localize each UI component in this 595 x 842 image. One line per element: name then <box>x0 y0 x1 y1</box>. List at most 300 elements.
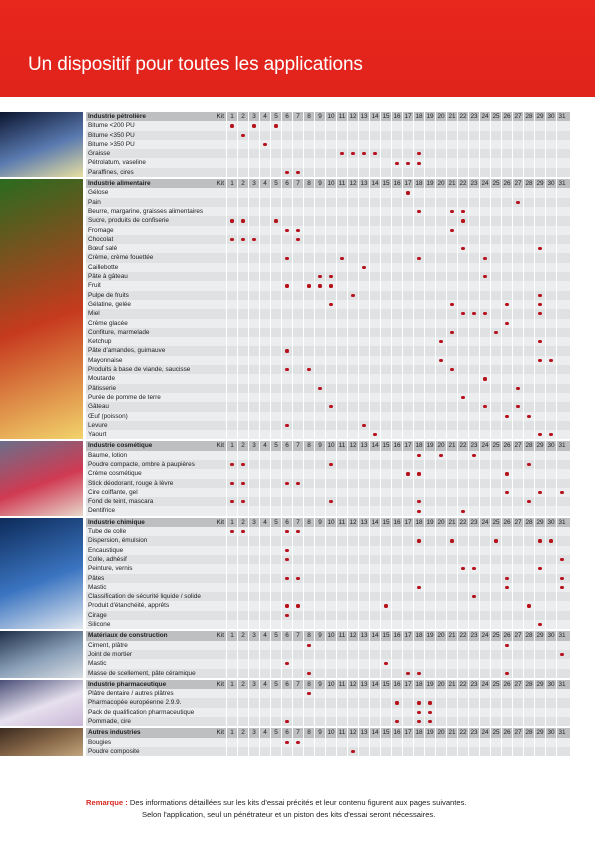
kit-cell <box>490 659 501 668</box>
kit-cell <box>270 488 281 497</box>
kit-cell <box>402 374 413 383</box>
kit-cell <box>424 393 435 402</box>
kit-cell <box>556 244 567 253</box>
kit-cell <box>270 659 281 668</box>
kit-cell <box>512 698 523 707</box>
kit-cell <box>369 188 380 197</box>
kit-spacer <box>216 421 226 430</box>
kit-cell <box>435 592 446 601</box>
kit-cell <box>314 131 325 140</box>
kit-cell <box>501 506 512 515</box>
kit-cell <box>336 226 347 235</box>
kit-number: 18 <box>413 631 424 640</box>
kit-number: 27 <box>512 441 523 450</box>
applicable-dot <box>351 152 354 155</box>
kit-cell <box>391 583 402 592</box>
kit-cell <box>457 346 468 355</box>
kit-number: 19 <box>424 680 435 689</box>
kit-cell <box>325 374 336 383</box>
kit-cell <box>237 384 248 393</box>
kit-cell <box>237 430 248 439</box>
kit-cell <box>281 384 292 393</box>
kit-number: 11 <box>336 441 347 450</box>
kit-cell <box>259 402 270 411</box>
applicable-dot <box>549 539 552 542</box>
kit-cell <box>468 393 479 402</box>
kit-cell <box>259 698 270 707</box>
kit-cell <box>501 601 512 610</box>
kit-cell <box>336 592 347 601</box>
kit-number: 20 <box>435 112 446 121</box>
kit-cell <box>523 346 534 355</box>
kit-cell <box>281 281 292 290</box>
kit-cell <box>281 583 292 592</box>
kit-cell <box>512 235 523 244</box>
kit-cell <box>501 402 512 411</box>
kit-cell <box>501 536 512 545</box>
kit-cell <box>325 469 336 478</box>
kit-number: 3 <box>248 441 259 450</box>
kit-cell <box>226 140 237 149</box>
kit-cell <box>303 207 314 216</box>
kit-cell <box>292 131 303 140</box>
kit-cell <box>468 469 479 478</box>
kit-cell <box>226 402 237 411</box>
kit-cell <box>424 469 435 478</box>
kit-cell <box>457 592 468 601</box>
kit-cell <box>270 698 281 707</box>
kit-cell <box>281 309 292 318</box>
applicable-dot <box>307 368 310 371</box>
kit-number: 29 <box>534 179 545 188</box>
kit-cell <box>270 555 281 564</box>
kit-cell <box>325 650 336 659</box>
applicable-dot <box>296 577 299 580</box>
kit-cell <box>380 717 391 726</box>
kit-cell <box>534 555 545 564</box>
kit-cell <box>545 659 556 668</box>
kit-cell <box>347 140 358 149</box>
kit-cell <box>545 708 556 717</box>
kit-cell <box>479 281 490 290</box>
kit-number: 14 <box>369 728 380 737</box>
kit-cell <box>523 198 534 207</box>
kit-cell <box>292 393 303 402</box>
kit-cell <box>237 158 248 167</box>
kit-cell <box>457 564 468 573</box>
kit-cell <box>259 555 270 564</box>
kit-cell <box>347 564 358 573</box>
kit-cell <box>270 641 281 650</box>
kit-cell <box>424 460 435 469</box>
kit-cell <box>281 669 292 678</box>
applicable-dot <box>340 257 343 260</box>
kit-number: 17 <box>402 518 413 527</box>
kit-cell <box>248 527 259 536</box>
kit-cell <box>424 536 435 545</box>
kit-cell <box>347 421 358 430</box>
kit-cell <box>325 574 336 583</box>
applicable-dot <box>505 586 508 589</box>
kit-number: 9 <box>314 179 325 188</box>
kit-cell <box>534 365 545 374</box>
kit-cell <box>380 272 391 281</box>
kit-cell <box>226 641 237 650</box>
kit-cell <box>281 226 292 235</box>
kit-cell <box>325 421 336 430</box>
kit-cell <box>468 564 479 573</box>
row-label: Bitume <350 PU <box>88 131 135 139</box>
kit-cell <box>336 281 347 290</box>
kit-cell <box>380 536 391 545</box>
kit-number: 26 <box>501 728 512 737</box>
kit-cell <box>358 272 369 281</box>
applicable-dot <box>329 303 332 306</box>
kit-cell <box>534 601 545 610</box>
kit-cell <box>402 650 413 659</box>
kit-cell <box>347 555 358 564</box>
kit-cell <box>490 611 501 620</box>
kit-cell <box>325 198 336 207</box>
kit-cell <box>226 300 237 309</box>
kit-number: 14 <box>369 518 380 527</box>
kit-cell <box>369 309 380 318</box>
kit-cell <box>259 460 270 469</box>
kit-cell <box>336 497 347 506</box>
kit-spacer <box>216 412 226 421</box>
kit-cell <box>248 346 259 355</box>
kit-cell <box>358 393 369 402</box>
kit-cell <box>303 402 314 411</box>
kit-cell <box>457 430 468 439</box>
kit-cell <box>292 149 303 158</box>
kit-number: 21 <box>446 441 457 450</box>
kit-number: 21 <box>446 518 457 527</box>
kit-cell <box>413 337 424 346</box>
table-row <box>86 536 570 545</box>
kit-cell <box>545 168 556 177</box>
kit-cell <box>523 393 534 402</box>
kit-cell <box>292 738 303 747</box>
kit-cell <box>413 506 424 515</box>
kit-cell <box>402 506 413 515</box>
kit-cell <box>424 555 435 564</box>
kit-cell <box>446 430 457 439</box>
kit-cell <box>248 216 259 225</box>
applicable-dot <box>252 238 255 241</box>
kit-cell <box>380 689 391 698</box>
kit-cell <box>248 430 259 439</box>
kit-cell <box>545 356 556 365</box>
row-label: Levure <box>88 421 108 429</box>
kit-cell <box>523 611 534 620</box>
kit-cell <box>479 583 490 592</box>
kit-cell <box>325 497 336 506</box>
kit-cell <box>347 309 358 318</box>
row-label: Fond de teint, mascara <box>88 498 154 506</box>
applicable-dot <box>296 604 299 607</box>
kit-cell <box>380 460 391 469</box>
kit-cell <box>358 469 369 478</box>
kit-cell <box>325 384 336 393</box>
kit-cell <box>545 188 556 197</box>
photo-cosmetics <box>0 441 83 515</box>
kit-cell <box>501 393 512 402</box>
kit-cell <box>457 281 468 290</box>
kit-cell <box>402 253 413 262</box>
kit-cell <box>347 659 358 668</box>
kit-cell <box>259 564 270 573</box>
kit-cell <box>314 564 325 573</box>
applicable-dot <box>417 510 420 513</box>
kit-spacer <box>216 158 226 167</box>
section-table <box>86 441 570 515</box>
kit-cell <box>534 337 545 346</box>
applicable-dot <box>505 303 508 306</box>
kit-cell <box>457 188 468 197</box>
kit-cell <box>314 291 325 300</box>
kit-cell <box>468 451 479 460</box>
kit-cell <box>457 168 468 177</box>
kit-cell <box>402 430 413 439</box>
kit-cell <box>303 479 314 488</box>
kit-cell <box>248 460 259 469</box>
kit-cell <box>358 659 369 668</box>
kit-cell <box>369 747 380 756</box>
kit-cell <box>556 650 567 659</box>
kit-cell <box>270 650 281 659</box>
applicable-dot <box>560 586 563 589</box>
table-row <box>86 717 570 726</box>
kit-cell <box>545 207 556 216</box>
kit-number: 8 <box>303 631 314 640</box>
kit-number: 21 <box>446 112 457 121</box>
kit-cell <box>468 689 479 698</box>
kit-cell <box>501 574 512 583</box>
kit-cell <box>479 384 490 393</box>
kit-cell <box>303 650 314 659</box>
kit-cell <box>457 337 468 346</box>
kit-cell <box>523 451 534 460</box>
kit-cell <box>226 235 237 244</box>
page-title: Un dispositif pour toutes les applications <box>28 54 363 75</box>
kit-cell <box>325 460 336 469</box>
kit-cell <box>402 451 413 460</box>
applicable-dot <box>285 424 288 427</box>
kit-cell <box>424 253 435 262</box>
kit-cell <box>380 121 391 130</box>
kit-cell <box>281 592 292 601</box>
kit-cell <box>424 216 435 225</box>
kit-cell <box>314 708 325 717</box>
kit-cell <box>534 659 545 668</box>
kit-cell <box>523 244 534 253</box>
kit-cell <box>358 601 369 610</box>
applicable-dot <box>296 530 299 533</box>
kit-cell <box>336 574 347 583</box>
kit-cell <box>435 421 446 430</box>
kit-cell <box>413 717 424 726</box>
kit-cell <box>545 738 556 747</box>
kit-cell <box>435 460 446 469</box>
kit-cell <box>336 506 347 515</box>
kit-cell <box>281 300 292 309</box>
kit-cell <box>446 574 457 583</box>
kit-cell <box>259 393 270 402</box>
kit-cell <box>424 583 435 592</box>
kit-cell <box>413 253 424 262</box>
row-label: Caillebotte <box>88 263 119 271</box>
kit-cell <box>501 497 512 506</box>
kit-cell <box>402 689 413 698</box>
kit-cell <box>457 689 468 698</box>
kit-number: 26 <box>501 631 512 640</box>
kit-spacer <box>216 479 226 488</box>
kit-cell <box>512 497 523 506</box>
kit-cell <box>556 574 567 583</box>
kit-spacer <box>216 708 226 717</box>
kit-cell <box>413 198 424 207</box>
kit-cell <box>259 412 270 421</box>
kit-cell <box>358 506 369 515</box>
kit-cell <box>281 497 292 506</box>
kit-cell <box>358 592 369 601</box>
table-row <box>86 527 570 536</box>
applicable-dot <box>428 711 431 714</box>
kit-cell <box>457 583 468 592</box>
row-label: Pâte à gâteau <box>88 273 128 281</box>
kit-cell <box>325 659 336 668</box>
kit-number: 4 <box>259 112 270 121</box>
kit-number: 29 <box>534 518 545 527</box>
kit-cell <box>259 365 270 374</box>
kit-cell <box>226 574 237 583</box>
kit-cell <box>468 527 479 536</box>
kit-cell <box>325 216 336 225</box>
kit-cell <box>380 291 391 300</box>
kit-cell <box>523 527 534 536</box>
kit-cell <box>391 698 402 707</box>
kit-cell <box>248 506 259 515</box>
kit-cell <box>303 337 314 346</box>
kit-cell <box>402 281 413 290</box>
kit-cell <box>369 328 380 337</box>
kit-cell <box>512 611 523 620</box>
kit-spacer <box>216 121 226 130</box>
kit-cell <box>479 168 490 177</box>
kit-cell <box>248 451 259 460</box>
kit-cell <box>248 235 259 244</box>
kit-cell <box>556 356 567 365</box>
row-label: Bougies <box>88 738 112 746</box>
kit-cell <box>369 374 380 383</box>
kit-cell <box>314 460 325 469</box>
kit-cell <box>512 281 523 290</box>
kit-cell <box>358 235 369 244</box>
kit-number: 13 <box>358 631 369 640</box>
kit-cell <box>248 291 259 300</box>
applicable-dot <box>450 368 453 371</box>
kit-cell <box>479 263 490 272</box>
kit-cell <box>380 253 391 262</box>
kit-cell <box>556 479 567 488</box>
row-label: Crème glacée <box>88 319 128 327</box>
kit-cell <box>490 698 501 707</box>
kit-cell <box>424 188 435 197</box>
kit-number: 17 <box>402 179 413 188</box>
applicable-dot <box>538 303 541 306</box>
kit-cell <box>468 583 479 592</box>
kit-number: 6 <box>281 518 292 527</box>
kit-cell <box>556 168 567 177</box>
kit-cell <box>325 430 336 439</box>
kit-cell <box>369 708 380 717</box>
kit-cell <box>556 620 567 629</box>
kit-cell <box>248 281 259 290</box>
kit-number: 8 <box>303 728 314 737</box>
kit-cell <box>237 374 248 383</box>
kit-cell <box>237 300 248 309</box>
kit-cell <box>281 488 292 497</box>
kit-cell <box>446 479 457 488</box>
kit-cell <box>237 263 248 272</box>
kit-cell <box>325 601 336 610</box>
kit-cell <box>358 158 369 167</box>
kit-cell <box>226 216 237 225</box>
kit-cell <box>303 168 314 177</box>
kit-cell <box>237 412 248 421</box>
kit-cell <box>226 393 237 402</box>
kit-cell <box>369 346 380 355</box>
kit-cell <box>281 328 292 337</box>
kit-number: 22 <box>457 112 468 121</box>
kit-cell <box>226 356 237 365</box>
kit-cell <box>457 263 468 272</box>
kit-cell <box>512 650 523 659</box>
kit-cell <box>391 460 402 469</box>
kit-cell <box>468 131 479 140</box>
applicable-dot <box>285 614 288 617</box>
kit-cell <box>402 555 413 564</box>
kit-cell <box>490 536 501 545</box>
kit-cell <box>325 546 336 555</box>
kit-cell <box>413 479 424 488</box>
kit-cell <box>380 393 391 402</box>
row-label: Pâtisserie <box>88 384 117 392</box>
kit-cell <box>226 506 237 515</box>
kit-cell <box>545 291 556 300</box>
kit-cell <box>545 536 556 545</box>
kit-cell <box>226 451 237 460</box>
kit-cell <box>347 430 358 439</box>
kit-cell <box>446 669 457 678</box>
kit-cell <box>435 393 446 402</box>
kit-number: 24 <box>479 728 490 737</box>
section-header <box>86 728 570 737</box>
kit-cell <box>545 253 556 262</box>
kit-cell <box>435 611 446 620</box>
kit-cell <box>369 592 380 601</box>
table-row <box>86 747 570 756</box>
kit-cell <box>336 168 347 177</box>
kit-cell <box>490 319 501 328</box>
kit-cell <box>369 669 380 678</box>
kit-cell <box>501 158 512 167</box>
kit-cell <box>501 346 512 355</box>
kit-cell <box>314 384 325 393</box>
kit-cell <box>556 149 567 158</box>
kit-cell <box>380 546 391 555</box>
